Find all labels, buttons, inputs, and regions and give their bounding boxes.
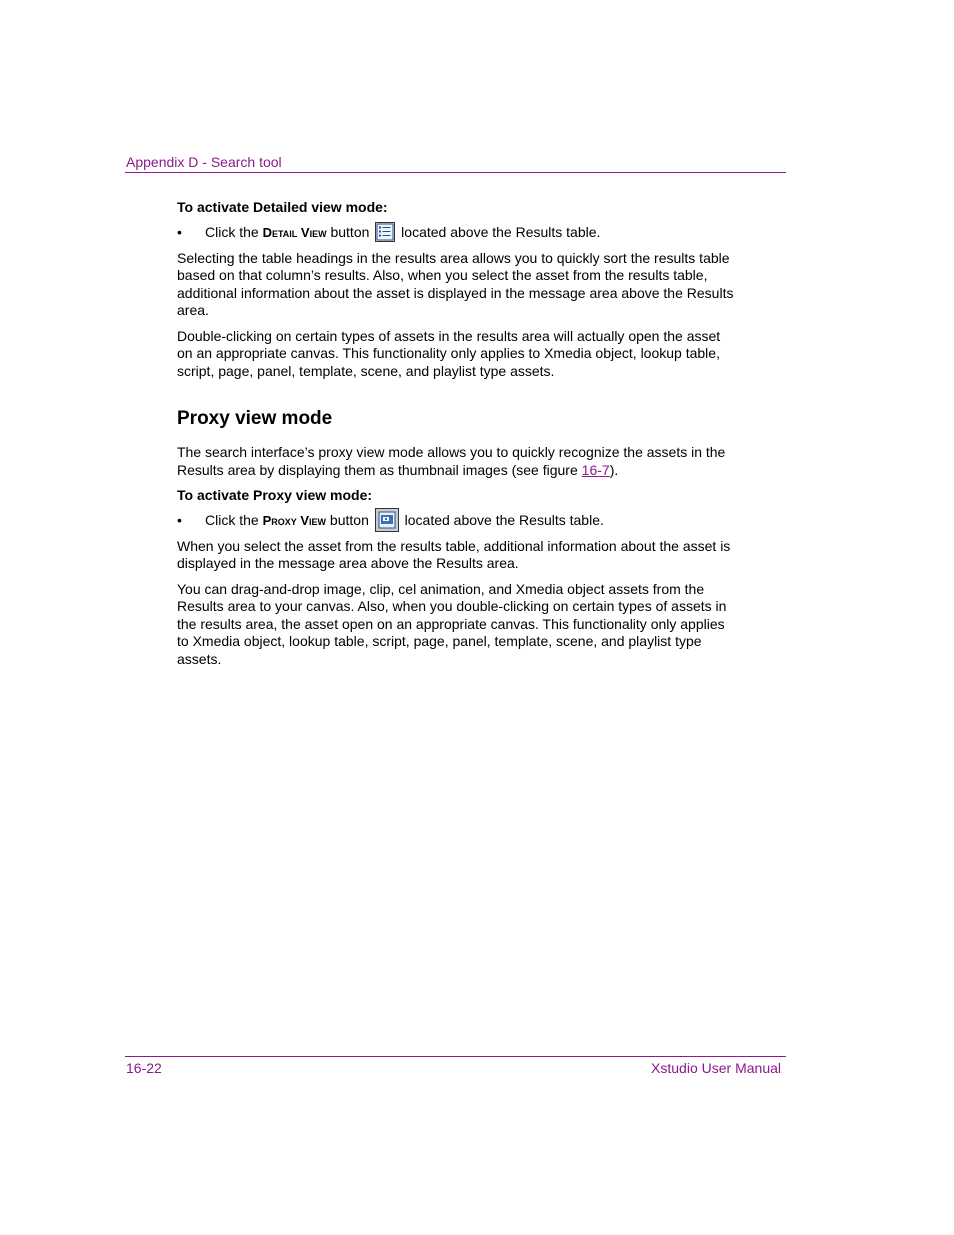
page-content xyxy=(177,199,737,676)
detail-paragraph-1: Selecting the table headings in the results area allows you to quickly sort the results table based on that column’s results. Also, when you select the asset from the results table, additional information about the asset is displayed in the message area above the Results area. xyxy=(177,249,734,318)
header-rule xyxy=(125,172,786,173)
proxy-intro-paragraph xyxy=(177,444,737,479)
bullet-dot: • xyxy=(177,511,182,528)
bullet-dot: • xyxy=(177,223,182,240)
detail-bullet-suffix: located above the Results table. xyxy=(397,223,601,240)
proxy-bullet xyxy=(177,509,737,531)
proxy-bullet-suffix: located above the Results table. xyxy=(400,511,604,528)
proxy-intro-before: The search interface’s proxy view mode allows you to quickly recognize the assets in the Results area by displaying them as thumbnail images (see figure xyxy=(177,444,726,478)
manual-title: Xstudio User Manual xyxy=(651,1060,781,1076)
running-header: Appendix D - Search tool xyxy=(126,154,282,170)
proxy-section-title: Proxy view mode xyxy=(177,408,333,429)
footer-rule xyxy=(125,1056,786,1057)
proxy-procedure-heading: To activate Proxy view mode: xyxy=(177,487,373,503)
proxy-view-button-name: Proxy View xyxy=(262,512,327,528)
proxy-intro-after: ). xyxy=(609,461,619,478)
proxy-view-icon xyxy=(375,508,399,532)
detail-bullet xyxy=(177,221,737,243)
figure-link[interactable]: 16-7 xyxy=(581,461,610,478)
detail-view-button-name: Detail View xyxy=(262,224,327,240)
detail-bullet-prefix: Click the xyxy=(205,223,263,240)
proxy-paragraph-2: You can drag-and-drop image, clip, cel animation, and Xmedia object assets from the Results area to your canvas. Also, when you double-clicking on certain types of assets in the results area, the asset open on an appropriate canvas. This functionality only applies to Xmedia object, lookup table, script, page, panel, template, scene, and playlist type assets. xyxy=(177,580,727,667)
page-number: 16-22 xyxy=(126,1060,162,1076)
proxy-bullet-middle: button xyxy=(326,511,373,528)
detail-bullet-middle: button xyxy=(326,223,374,240)
proxy-paragraph-1: When you select the asset from the results table, additional information about the asset is displayed in the message area above the Results area. xyxy=(177,537,731,571)
detail-procedure-heading: To activate Detailed view mode: xyxy=(177,199,388,215)
proxy-bullet-prefix: Click the xyxy=(205,511,263,528)
detail-paragraph-2: Double-clicking on certain types of assets in the results area will actually open the asset on an appropriate canvas. This functionality only applies to Xmedia object, lookup table, script, page, panel, template, scene, and playlist type assets. xyxy=(177,327,721,379)
detail-view-icon xyxy=(375,222,395,242)
